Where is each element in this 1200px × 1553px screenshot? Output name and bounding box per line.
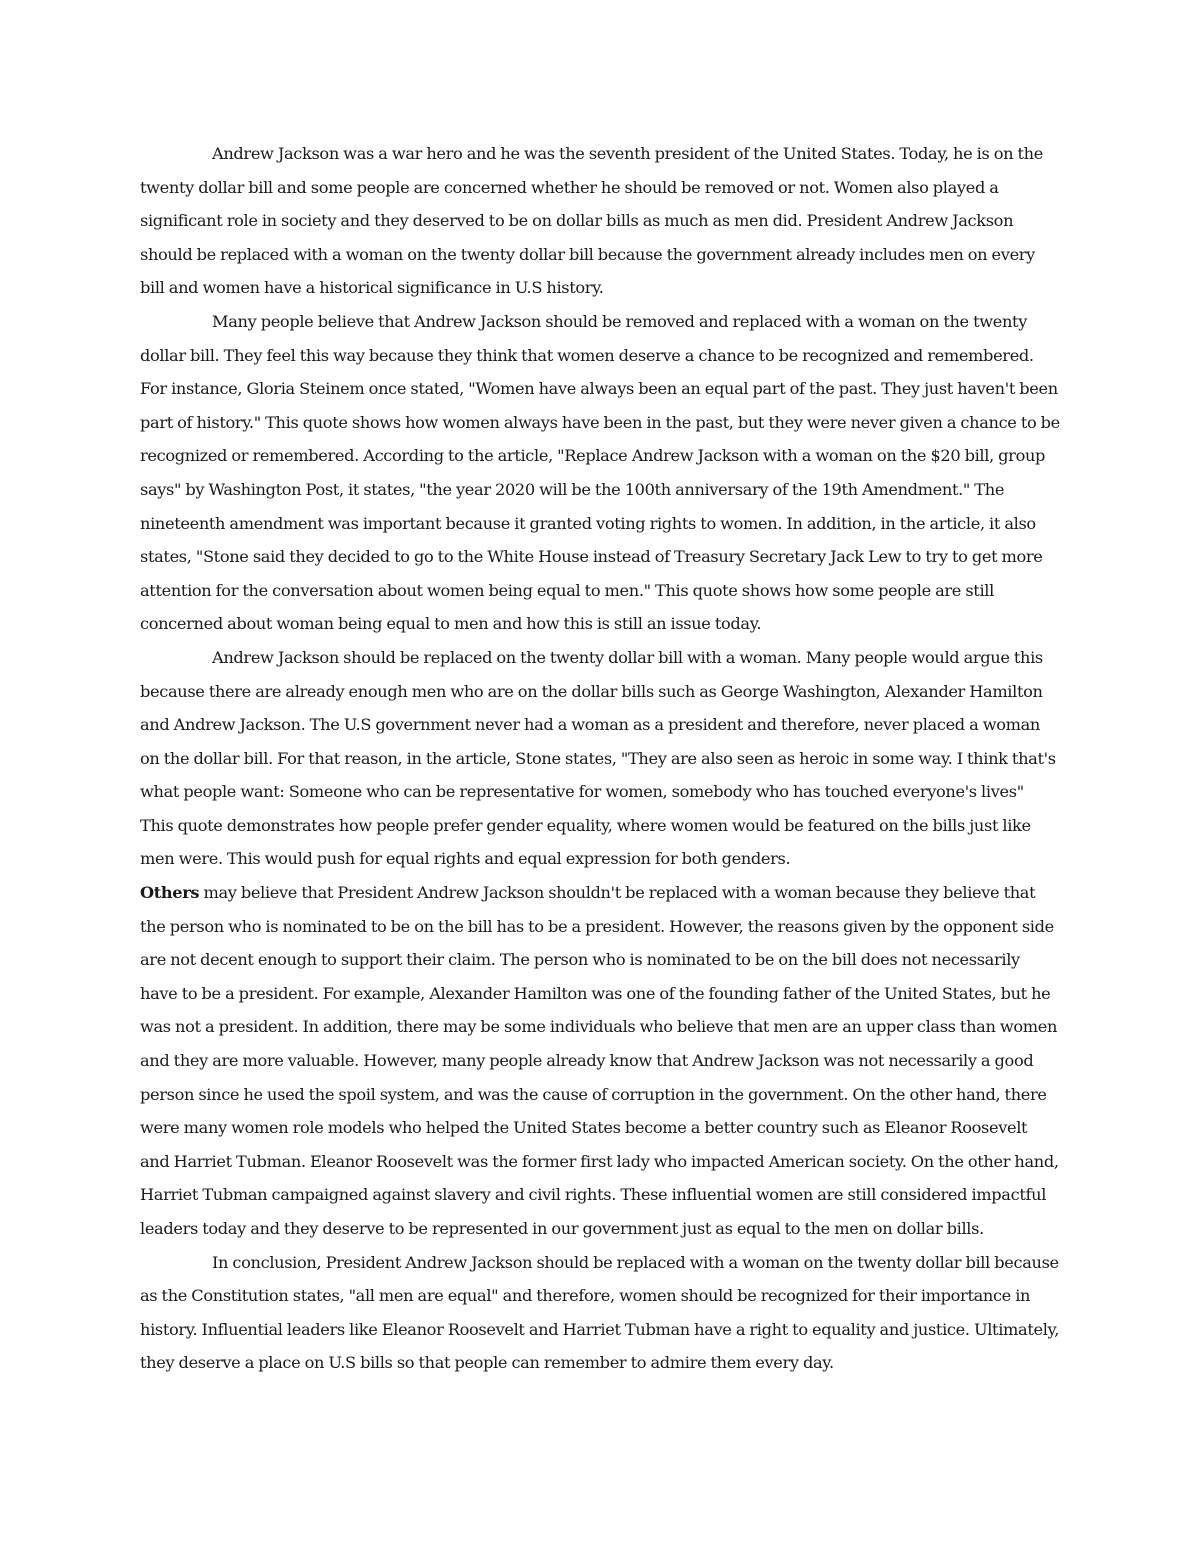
paragraph-lead-word: Others	[140, 883, 200, 903]
paragraph-argument-representation: Andrew Jackson should be replaced on the twenty dollar bill with a woman. Many people would argue this because there are already enough men who are on the dollar bills such as George Washington, Alexander Hamilton and Andrew Jackson. The U.S government never had a woman as a president and therefore, never placed a woman on the dollar bill. For that reason, in the article, Stone states, "They are also seen as heroic in some way. I think that's what people want: Someone who can be representative for women, somebody who has touched everyone's lives" This quote demonstrates how people prefer gender equality, where women would be featured on the bills just like men were. This would push for equal rights and equal expression for both genders.	[140, 647, 1056, 869]
paragraph-counterargument-text: may believe that President Andrew Jackson shouldn't be replaced with a woman because they believe that the person who is nominated to be on the bill has to be a president. However, the reasons given by the opponent side are not decent enough to support their claim. The person who is nominated to be on the bill does not necessarily have to be a president. For example, Alexander Hamilton was one of the founding father of the United States, but he was not a president. In addition, there may be some individuals who believe that men are an upper class than women and they are more valuable. However, many people already know that Andrew Jackson was not necessarily a good person since he used the spoil system, and was the cause of corruption in the government. On the other hand, there were many women role models who helped the United States become a better country such as Eleanor Roosevelt and Harriet Tubman. Eleanor Roosevelt was the former first lady who impacted American society. On the other hand, Harriet Tubman campaigned against slavery and civil rights. These influential women are still considered impactful leaders today and they deserve to be represented in our government just as equal to the men on dollar bills.	[140, 883, 1059, 1238]
paragraph-conclusion: In conclusion, President Andrew Jackson should be replaced with a woman on the twenty dollar bill because as the Constitution states, "all men are equal" and therefore, women should be recognized for their importance in history. Influential leaders like Eleanor Roosevelt and Harriet Tubman have a right to equality and justice. Ultimately, they deserve a place on U.S bills so that people can remember to admire them every day.	[140, 1252, 1059, 1373]
paragraph-introduction: Andrew Jackson was a war hero and he was the seventh president of the United States. Today, he is on the twenty dollar bill and some people are concerned whether he should be removed or not. Women also played a significant role in society and they deserved to be on dollar bills as much as men did. President Andrew Jackson should be replaced with a woman on the twenty dollar bill because the government already includes men on every bill and women have a historical significance in U.S history.	[140, 144, 1043, 298]
paragraph-argument-recognition: Many people believe that Andrew Jackson should be removed and replaced with a woman on the twenty dollar bill. They feel this way because they think that women deserve a chance to be recognized and remembered. For instance, Gloria Steinem once stated, "Women have always been an equal part of the past. They just haven't been part of history." This quote shows how women always have been in the past, but they were never given a chance to be recognized or remembered. According to the article, "Replace Andrew Jackson with a woman on the $20 bill, group says" by Washington Post, it states, "the year 2020 will be the 100th anniversary of the 19th Amendment." The nineteenth amendment was important because it granted voting rights to women. In addition, in the article, it also states, "Stone said they decided to go to the White House instead of Treasury Secretary Jack Lew to try to get more attention for the conversation about women being equal to men." This quote shows how some people are still concerned about woman being equal to men and how this is still an issue today.	[140, 311, 1060, 634]
paragraph-counterargument	[140, 876, 1060, 1246]
essay-body	[140, 137, 1060, 1380]
